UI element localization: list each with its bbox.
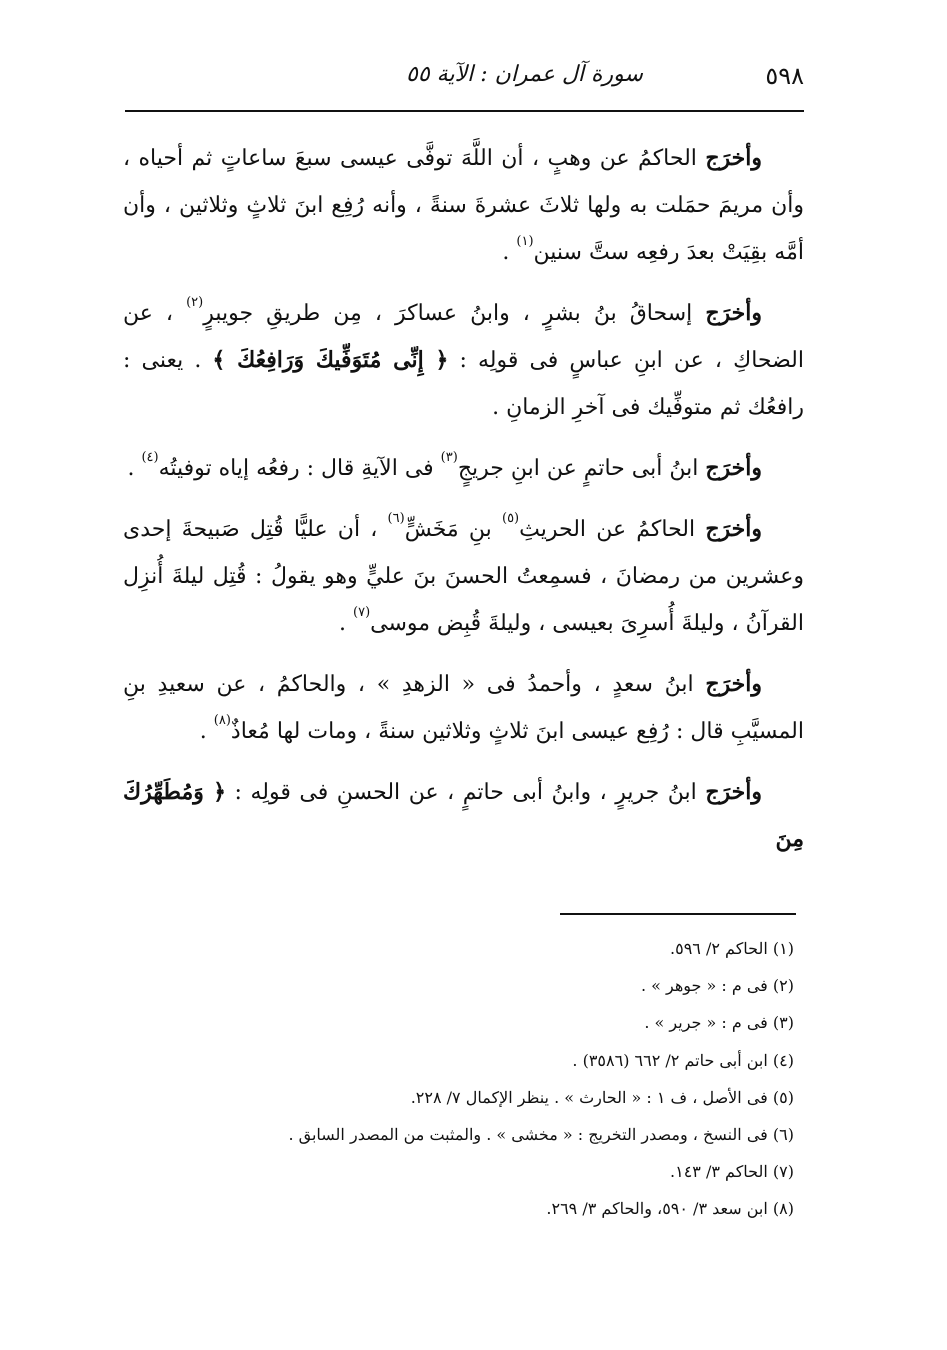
paragraph-4	[123, 506, 804, 647]
paragraph-2	[123, 290, 804, 431]
lead-word: وأخرَج	[705, 516, 762, 542]
footnote: (٧) الحاكم ٣/ ١٤٣.	[670, 1162, 794, 1182]
paragraph-5	[123, 661, 804, 755]
paragraph-mid: بنِ مَخَشٍّ	[404, 517, 502, 542]
footnote: (٣) فى م : « جرير » .	[644, 1013, 794, 1033]
paragraph-tail: .	[339, 611, 353, 636]
lead-word: وأخرَج	[705, 145, 762, 171]
footnote: (٥) فى الأصل ، ف ١ : « الحارث » . ينظر الإكمال ٧/ ٢٢٨.	[410, 1087, 794, 1107]
footnote-marker: (٥)	[501, 511, 520, 526]
paragraph-text: ابنُ سعدٍ ، وأحمدُ فى « الزهدِ » ، والحاكمُ ، عن سعيدِ بنِ المسيَّبِ قال : رُفِع عيسى ابنَ ثلاثٍ وثلاثين سنةً ، ومات لها مُعاذٌ	[123, 672, 804, 744]
lead-word: وأخرَج	[705, 455, 762, 481]
footnotes	[123, 930, 794, 1228]
paragraph-3	[123, 445, 804, 492]
lead-word: وأخرَج	[705, 300, 762, 326]
quran-quote: ﴿ وَمُطَهِّرُكَ مِنَ	[123, 779, 804, 852]
paragraph-mid: فى الآيةِ قال : رفعُه إياه توفيتُه	[158, 456, 441, 481]
paragraph-1	[123, 135, 804, 276]
paragraph-6	[123, 769, 804, 863]
quran-quote: ﴿ إِنِّى مُتَوَفِّيكَ وَرَافِعُكَ ﴾	[212, 347, 449, 373]
footnote-marker: (٣)	[440, 450, 458, 465]
footnote: (٢) فى م : « جوهر » .	[640, 976, 794, 996]
header-rule	[125, 110, 804, 112]
paragraph-text: ابنُ جريرٍ ، وابنُ أبى حاتمٍ ، عن الحسنِ فى قولِه :	[225, 780, 706, 805]
paragraph-mid: ، عن الضحاكِ ، عن ابنِ عباسٍ فى قولِه :	[123, 301, 804, 373]
paragraph-tail: .	[502, 240, 517, 265]
footnote-marker: (٧)	[353, 605, 371, 620]
header-title: سورة آل عمران : الآية ٥٥	[406, 62, 643, 87]
lead-word: وأخرَج	[705, 671, 762, 697]
paragraph-tail: . يعنى : رافعُك ثم متوفِّيك فى آخرِ الزمانِ .	[123, 348, 804, 420]
running-header	[125, 58, 804, 98]
footnote-marker: (٨)	[213, 713, 231, 728]
footnote: (٦) فى النسخ ، ومصدر التخريج : « مخشى » . والمثبت من المصدر السابق .	[288, 1125, 794, 1145]
footnote: (٨) ابن سعد ٣/ ٥٩٠، والحاكم ٣/ ٢٦٩.	[546, 1199, 794, 1219]
paragraph-tail: .	[127, 456, 142, 481]
footnote-marker: (٤)	[141, 450, 159, 465]
footnote: (٤) ابن أبى حاتم ٢/ ٦٦٢ (٣٥٨٦) .	[572, 1050, 794, 1070]
paragraph-text: إسحاقُ بنُ بشرٍ ، وابنُ عساكرَ ، مِن طريقِ جويبرٍ	[203, 301, 706, 326]
main-text	[123, 135, 804, 877]
lead-word: وأخرَج	[705, 779, 763, 805]
footnote-marker: (٦)	[387, 511, 405, 526]
footnote: (١) الحاكم ٢/ ٥٩٦.	[670, 939, 794, 958]
footnote-marker: (٢)	[186, 295, 204, 310]
footnote-marker: (١)	[516, 234, 534, 249]
page-number: ٥٩٨	[765, 62, 804, 90]
paragraph-text: الحاكمُ عن وهبٍ ، أن اللَّهَ توفَّى عيسى سبعَ ساعاتٍ ثم أحياه ، وأن مريمَ حمَلت به ولها ثلاثَ عشرةَ سنةً ، وأنه رُفِع ابنَ ثلاثٍ وثلاثين ، وأن أمَّه بقِيَتْ بعدَ رفعِه ستَّ سنين	[123, 146, 804, 265]
paragraph-tail: .	[199, 719, 214, 744]
footnote-rule	[560, 913, 796, 915]
paragraph-text: ابنُ أبى حاتمٍ عن ابنِ جريجٍ	[457, 456, 706, 481]
paragraph-tail: ، أن عليًّا قُتِل صَبيحةَ إحدى وعشرين من رمضانَ ، فسمِعتُ الحسنَ بنَ عليٍّ وهو يقولُ : قُتِل ليلةَ أُنزِل القرآنُ ، وليلةَ أُسرِىَ بعيسى ، وليلةَ قُبِض موسى	[123, 517, 804, 636]
paragraph-text: الحاكمُ عن الحريثِ	[519, 517, 706, 542]
